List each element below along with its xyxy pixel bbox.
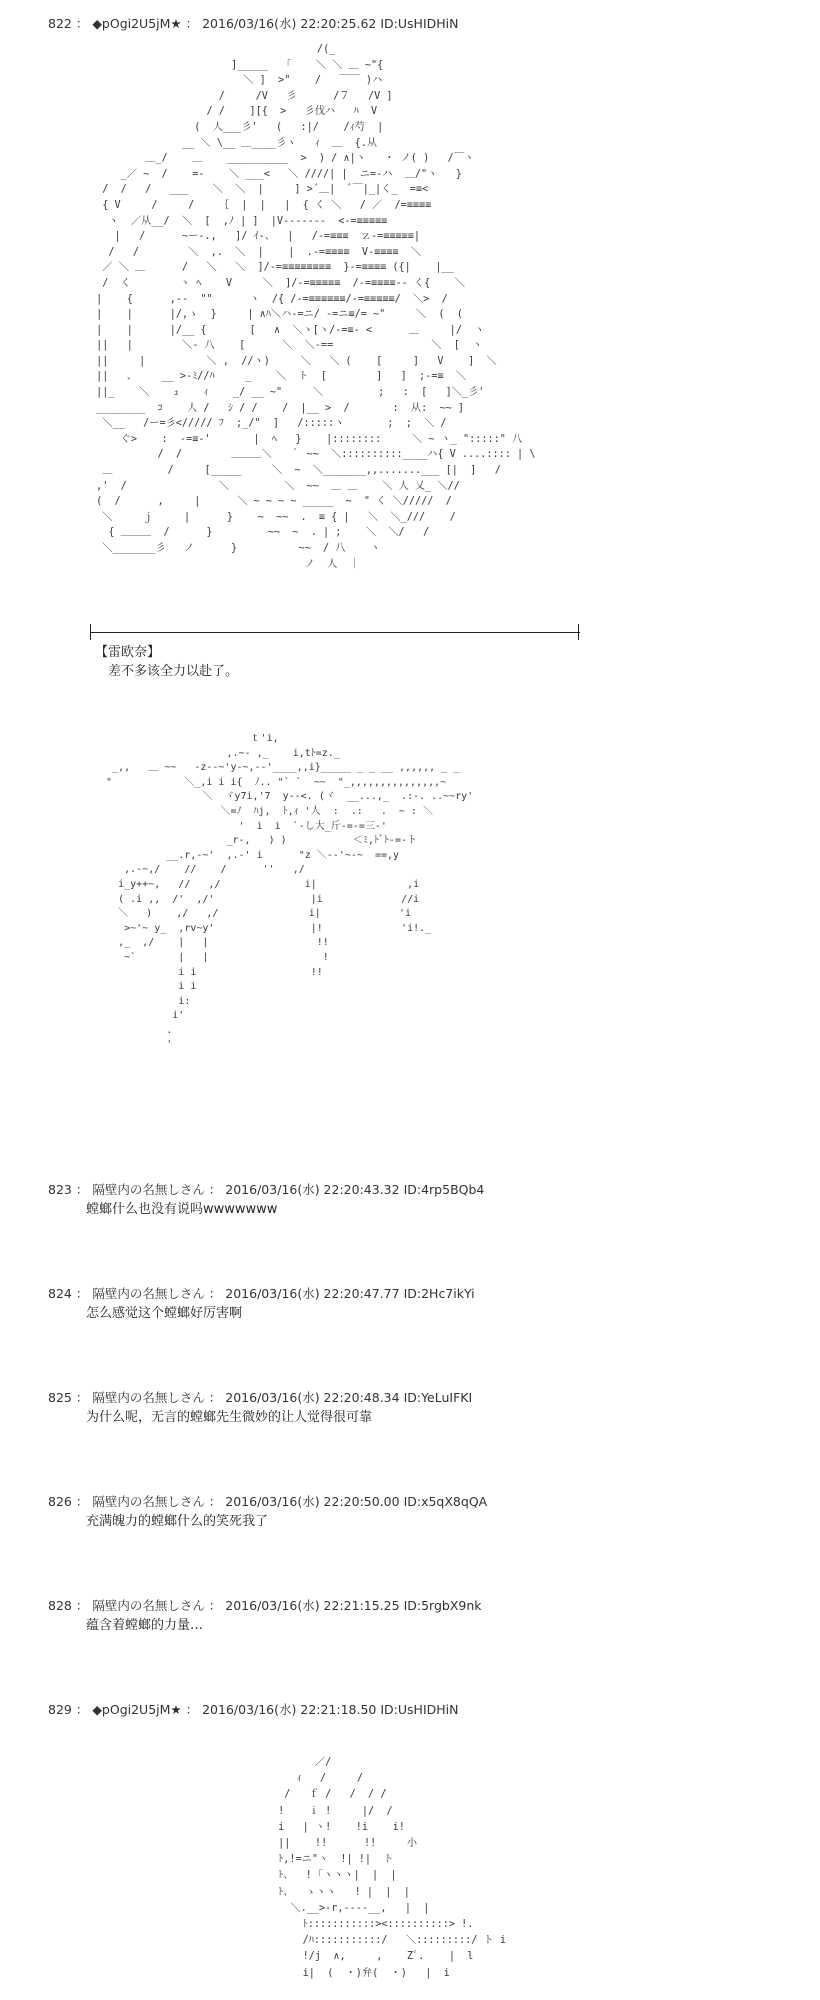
poster-id: ID:UsHIDHiN	[380, 1702, 459, 1717]
poster-name: 隔壁内の名無しさん	[92, 1390, 205, 1405]
poster-id: ID:x5qX8qQA	[403, 1494, 488, 1509]
poster-id: ID:2Hc7ikYi	[403, 1286, 475, 1301]
post-header: 828 ： 隔壁内の名無しさん ： 2016/03/16(水) 22:21:15.25 ID:5rgbX9nk	[48, 1598, 482, 1613]
post-body: 蕴含着螳螂的力量…	[86, 1618, 204, 1633]
post-header: 825 ： 隔壁内の名無しさん ： 2016/03/16(水) 22:20:48.34 ID:YeLuIFKI	[48, 1390, 473, 1405]
poster-id: ID:5rgbX9nk	[403, 1598, 482, 1613]
poster-id: ID:YeLuIFKI	[403, 1390, 473, 1405]
post-body: 怎么感觉这个螳螂好厉害啊	[86, 1306, 243, 1321]
poster-name: 隔壁内の名無しさん	[92, 1286, 205, 1301]
hand-ascii-art: ／/ ｨ / / / ｆ / / / / ! ｉ ! |/ / i | ヽ! !i i! || !! !! 小 ﾄ,!=ニ"ヽ !| !| ト ﾄ、 ! ｢ヽヽヽ| | | ﾄ、 ゝヽヽ ! | | | ＼.__>-r,----__, | | ﾄ:::::::::::><::::::::::> !. /ﾊ:::::::::::/ ＼:::::::::/ ト i !/j ∧, , Zﾟ. | l i| ( ・)弁( ・) | i	[278, 1757, 507, 1979]
post-date: 2016/03/16(水) 22:20:50.00	[225, 1494, 400, 1509]
post-header: 826 ： 隔壁内の名無しさん ： 2016/03/16(水) 22:20:50.00 ID:x5qX8qQA	[48, 1494, 488, 1509]
poster-id: ID:UsHIDHiN	[380, 16, 459, 31]
poster-name: 隔壁内の名無しさん	[92, 1598, 205, 1613]
post-header: 829 ： ◆pOgi2U5jM★ ： 2016/03/16(水) 22:21:18.50 ID:UsHIDHiN	[48, 1702, 459, 1717]
post-number: 822	[48, 16, 72, 31]
post-date: 2016/03/16(水) 22:20:48.34	[225, 1390, 400, 1405]
post-number: 826	[48, 1494, 72, 1509]
post-date: 2016/03/16(水) 22:20:25.62	[202, 16, 377, 31]
poster-id: ID:4rp5BQb4	[403, 1182, 485, 1197]
post-date: 2016/03/16(水) 22:21:15.25	[225, 1598, 400, 1613]
post-date: 2016/03/16(水) 22:20:43.32	[225, 1182, 400, 1197]
poster-name: 隔壁内の名無しさん	[92, 1182, 205, 1197]
post-date: 2016/03/16(水) 22:20:47.77	[225, 1286, 400, 1301]
speaker-line: 差不多该全力以赴了。	[108, 664, 239, 679]
poster-name: ◆pOgi2U5jM★	[92, 1702, 182, 1717]
post-body: 为什么呢，无言的螳螂先生微妙的让人觉得很可靠	[86, 1410, 373, 1425]
mantis-ascii-art: ｔ'i, ,.~- ,_ i,tﾄ=z._ _,, ＿ ~~ -z--~'y-~,--'____,,i}_____ _ _ __ ,,,,,, _ _ " ＼_,i i i{ ﾉ.. "` ` ~~ "_,,,,,,,,,,,,,,,~ ＼ ヾy7i,'7 y--<. (ヾ __...,_ .:-. ..~~ry' ＼=ﾉ ﾊj, ﾄ,ｨ '人 : .: . ~ : ＼ ' i i `-し大_斤-=-=三-' _r-, ) ) ＜ﾐ,ﾄﾞﾄ-=-ト __.r,-~' ,.-' i "z ＼--'~-~ ==,y ,.-~,/ // / '' ,/ i_y++~, // ,/ i| ,i ( .i ,, /' ,/' |i //i ＼ ) ,/ ,/ i| 'i >~'~ y_ ,rv~y' |! 'i!._ ,_ ,/ | | !! ~` | | ! i i !! i i i: i' . '	[106, 733, 474, 1051]
poster-name: ◆pOgi2U5jM★	[92, 16, 182, 31]
post-header: 823 ： 隔壁内の名無しさん ： 2016/03/16(水) 22:20:43.32 ID:4rp5BQb4	[48, 1182, 485, 1197]
speaker-tag: 【雷欧奈】	[95, 645, 161, 660]
post-body: 充满魄力的螳螂什么的笑死我了	[86, 1514, 269, 1529]
beast-ascii-art: /(_ ]_____ ｢ ＼ ＼ ＿ ~"{ ＼ ] >" / ￣￣ )ハ / /V 彡 /７ /V ] / / ][{ > 彡伐ハ ﾊ V ( 人___彡' ( :|/ /ｨ芍 | __ ＼ \__ ＿____彡ヽ ｨ ＿ {.从 ＿_/ ＿ __________ > ) / ∧|ヽ ・ ノ( ) /￣ヽ _／ ~ / =- ＼ ___< ＼ ////| | ニ=-ハ ＿/"ヽ } / / / ___ ＼ ＼ | ] >´＿| ﾞ￣|_|く_ =≡< { V / / ｛ | | | { く ＼ / ／ /=≡≡≡≡ ヽ ／从__/ ＼ [ ,ﾉ | ] |V------- <-=≡≡≡≡≡ | / ~ー-., ]/ ｲ-、 | /-=≡≡≡ ｚ-=≡≡≡≡≡| / / ＼ ,. ＼ | | .-=≡≡≡≡ V-≡≡≡≡ ＼ ／ ＼ ＿ / ＼ ＼ ]/-=≡≡≡≡≡≡≡≡ }-=≡≡≡≡ ({| |__ / く ヽ ﾍ V ＼ ]/-=≡≡≡≡≡ /-=≡≡≡≡-- く{ ＼ | { ,-- "" ヽ /{ /-=≡≡≡≡≡≡/-=≡≡≡≡≡/ ＼> / | | |/,ゝ } | ∧ﾊ＼ハ-=ニ/ -=ニ≡/= ~" ＼ ( ( | | |/__ { [ ∧ ＼ヽ[ヽ/-=≡- < ＿ |/ ヽ || | ＼- 八 [ ＼ ＼-== ＼ [ ヽ || | ＼ , //ヽ) ＼ ＼ ( [ ] V ] ＼ || 、 __ >-ﾐ//ﾊ _ ＼ ト [ ] ] ;-=≡ ＼ ||_ ＼ ｪ ｨ _/ __ ~" ＼ ; : [ ]＼_彡' ________ ｺ 人 / ｼ / / / |__ > / : 从: ~~ ] ＼__ /ー=彡<///// ﾌ ;_/" ] /:::::ヽ ; ; ＼ / ぐ> : -=≡-' | ﾍ } |:::::::: ＼ ~ ヽ_ ":::::" 八 / / ＿＿＿＼ ｀ ~~ ＼::::::::::____ハ{ V ....:::: | \ ＿ / [_____ ＼ ~ ＼_______,,.......___ [| ] / ,' / ＼ ＼ ~~ ＿ ＿ ＼ 人 乂_ ＼// ( / , | ＼ ~ ~ ~ ~ _____ ~ " く ＼///// / ＼ ｊ | } ~ ~~ . ≡ { | ＼ ＼_/// / { ＿＿＿ / } ~~ ~ . | ; ＼ ＼/ / ＼_______彡 ノ } ~~ / 八 ヽ ノ 人 ｜	[96, 44, 536, 570]
post-number: 828	[48, 1598, 72, 1613]
poster-name: 隔壁内の名無しさん	[92, 1494, 205, 1509]
post-number: 823	[48, 1182, 72, 1197]
post-number: 824	[48, 1286, 72, 1301]
post-number: 829	[48, 1702, 72, 1717]
text-divider	[90, 632, 580, 633]
divider-right-cap	[578, 624, 579, 640]
post-body: 螳螂什么也没有说吗wwwwwww	[86, 1202, 278, 1217]
post-header: 822 ： ◆pOgi2U5jM★ ： 2016/03/16(水) 22:20:25.62 ID:UsHIDHiN	[48, 16, 459, 31]
divider-left-cap	[90, 624, 91, 640]
post-number: 825	[48, 1390, 72, 1405]
post-header: 824 ： 隔壁内の名無しさん ： 2016/03/16(水) 22:20:47.77 ID:2Hc7ikYi	[48, 1286, 475, 1301]
post-date: 2016/03/16(水) 22:21:18.50	[202, 1702, 377, 1717]
